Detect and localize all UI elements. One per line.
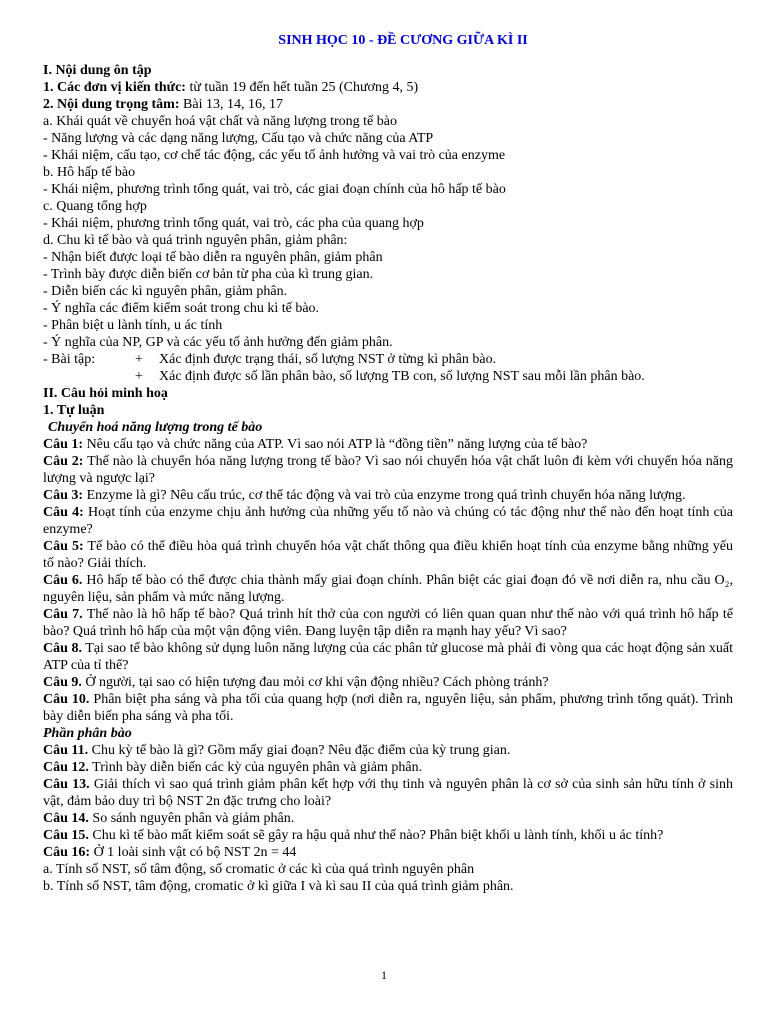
document-page xyxy=(43,33,733,895)
units-text: từ tuần 19 đến hết tuần 25 (Chương 4, 5) xyxy=(185,80,419,95)
question xyxy=(43,640,733,674)
focus-line xyxy=(43,96,733,113)
question-label: Câu 16: xyxy=(43,845,91,860)
question-label: Câu 11. xyxy=(43,743,89,758)
exercise-row xyxy=(43,368,733,385)
question-text: Nêu cấu tạo và chức năng của ATP. Vì sao nói ATP là “đồng tiền” năng lượng của tế bào? xyxy=(83,437,588,452)
question-text: Giải thích vì sao quá trình giảm phân kết hợp với thụ tinh và nguyên phân là cơ sở của sinh sản hữu tính ở sinh vật, đảm bảo duy trì bộ NST 2n đặc trưng cho loài? xyxy=(43,777,733,809)
question-text: Ở 1 loài sinh vật có bộ NST 2n = 44 xyxy=(90,845,297,860)
question xyxy=(43,504,733,538)
section-2-heading: II. Câu hỏi minh hoạ xyxy=(43,386,168,401)
question-label: Câu 5: xyxy=(43,539,84,554)
content-line: - Trình bày được diễn biến cơ bản từ pha của kì trung gian. xyxy=(43,267,374,282)
topic-heading: Chuyển hoá năng lượng trong tế bào xyxy=(48,420,263,435)
question-label: Câu 2: xyxy=(43,454,84,469)
content-line: d. Chu kì tế bào và quá trình nguyên phân, giảm phân: xyxy=(43,233,348,248)
question xyxy=(43,844,733,861)
question-label: Câu 14. xyxy=(43,811,89,826)
question-text: Hoạt tính của enzyme chịu ảnh hưởng của những yếu tố nào và chúng có tác động như thế nào đến hoạt tính của enzyme? xyxy=(43,505,733,537)
question-text: Thế nào là chuyển hóa năng lượng trong tế bào? Vì sao nói chuyển hóa vật chất luôn đi kèm với chuyển hóa năng lượng và ngược lại? xyxy=(43,454,734,486)
question-text: Hô hấp tế bào có thể được chia thành mấy giai đoạn chính. Phân biệt các giai đoạn đó về nơi diễn ra, nhu cầu O₂, nguyên liệu, sản phẩm và mức năng lượng. xyxy=(43,573,733,605)
plus-bullet: + xyxy=(135,352,143,367)
question-label: Câu 13. xyxy=(43,777,90,792)
question xyxy=(43,436,733,453)
section-1-heading: I. Nội dung ôn tập xyxy=(43,63,152,78)
exercise-item: Xác định được trạng thái, số lượng NST ở từng kì phân bào. xyxy=(159,352,497,367)
question-label: Câu 4: xyxy=(43,505,84,520)
content-line: - Khái niệm, phương trình tổng quát, vai trò, các pha của quang hợp xyxy=(43,216,424,231)
question xyxy=(43,674,733,691)
question-text: So sánh nguyên phân và giảm phân. xyxy=(88,811,295,826)
document-title: SINH HỌC 10 - ĐỀ CƯƠNG GIỮA KÌ II xyxy=(278,33,528,48)
question-label: Câu 10. xyxy=(43,692,90,707)
content-line: a. Khái quát về chuyển hoá vật chất và năng lượng trong tế bào xyxy=(43,114,397,129)
question-label: Câu 9. xyxy=(43,675,82,690)
question xyxy=(43,572,733,606)
question-text: Tế bào có thể điều hòa quá trình chuyển hóa vật chất thông qua điều khiển hoạt tính của enzyme bằng những yếu tố nào? Giải thích. xyxy=(43,539,733,571)
question xyxy=(43,487,733,504)
question xyxy=(43,742,733,759)
question xyxy=(43,810,733,827)
question-text: Trình bày diễn biến các kỳ của nguyên phân và giảm phân. xyxy=(88,760,423,775)
content-line: - Khái niệm, cấu tạo, cơ chế tác động, các yếu tố ảnh hưởng và vai trò của enzyme xyxy=(43,148,506,163)
question xyxy=(43,538,733,572)
essay-heading: 1. Tự luận xyxy=(43,403,105,418)
topic-heading: Phần phân bào xyxy=(43,726,132,741)
page-number: 1 xyxy=(381,968,387,982)
question-label: Câu 7. xyxy=(43,607,83,622)
plus-bullet: + xyxy=(135,369,143,384)
exercise-item: Xác định được số lần phân bào, số lượng TB con, số lượng NST sau mỗi lần phân bào. xyxy=(159,369,645,384)
question xyxy=(43,759,733,776)
question xyxy=(43,453,733,487)
content-line: c. Quang tổng hợp xyxy=(43,199,147,214)
content-line: - Diễn biến các kì nguyên phân, giảm phân. xyxy=(43,284,288,299)
content-line: - Ý nghĩa của NP, GP và các yếu tố ảnh hưởng đến giảm phân. xyxy=(43,335,393,350)
question-label: Câu 15. xyxy=(43,828,89,843)
question-label: Câu 1: xyxy=(43,437,84,452)
content-line: b. Hô hấp tế bào xyxy=(43,165,136,180)
question xyxy=(43,606,733,640)
question-text: Tại sao tế bào không sử dụng luôn năng lượng của các phân tử glucose mà phải đi vòng qua các hoạt động sản xuất ATP của tỉ thể? xyxy=(43,641,733,673)
question-text: Phân biệt pha sáng và pha tối của quang hợp (nơi diễn ra, nguyên liệu, sản phẩm, phương trình tổng quát). Trình bày diễn biến pha sáng và pha tối. xyxy=(43,692,733,724)
question-16-part-b: b. Tính số NST, tâm động, cromatic ở kì giữa I và kì sau II của quá trình giảm phân. xyxy=(43,879,514,894)
question xyxy=(43,827,733,844)
focus-text: Bài 13, 14, 16, 17 xyxy=(179,97,283,112)
question-text: Chu kì tế bào mất kiểm soát sẽ gây ra hậu quả như thế nào? Phân biệt khối u lành tính, khối u ác tính? xyxy=(88,828,664,843)
content-line: - Năng lượng và các dạng năng lượng, Cấu tạo và chức năng của ATP xyxy=(43,131,434,146)
content-line: - Ý nghĩa các điểm kiểm soát trong chu kì tế bào. xyxy=(43,301,320,316)
question xyxy=(43,776,733,810)
question-label: Câu 12. xyxy=(43,760,89,775)
question-label: Câu 6. xyxy=(43,573,83,588)
content-line: - Nhận biết được loại tế bào diễn ra nguyên phân, giảm phân xyxy=(43,250,383,265)
question xyxy=(43,691,733,725)
exercise-row xyxy=(43,351,733,368)
question-text: Chu kỳ tế bào là gì? Gồm mấy giai đoạn? Nêu đặc điểm của kỳ trung gian. xyxy=(88,743,511,758)
units-line xyxy=(43,79,733,96)
question-text: Enzyme là gì? Nêu cấu trúc, cơ thể tác động và vai trò của enzyme trong quá trình chuyển hóa năng lượng. xyxy=(83,488,686,503)
question-text: Thế nào là hô hấp tế bào? Quá trình hít thở của con người có liên quan quan như thế nào với quá trình hô hấp tế bào? Quá trình hô hấp của một vận động viên. Đang luyện tập diễn ra mạnh hay yếu? Vì sao? xyxy=(43,607,733,639)
question-16-part-a: a. Tính số NST, số tâm động, số cromatic ở các kì của quá trình nguyên phân xyxy=(43,862,475,877)
units-label: 1. Các đơn vị kiến thức: xyxy=(43,80,186,95)
question-label: Câu 3: xyxy=(43,488,84,503)
focus-label: 2. Nội dung trọng tâm: xyxy=(43,97,180,112)
content-line: - Phân biệt u lành tính, u ác tính xyxy=(43,318,223,333)
question-text: Ở người, tại sao có hiện tượng đau mỏi cơ khi vận động nhiều? Cách phòng tránh? xyxy=(81,675,549,690)
question-label: Câu 8. xyxy=(43,641,82,656)
content-line: - Khái niệm, phương trình tổng quát, vai trò, các giai đoạn chính của hô hấp tế bào xyxy=(43,182,506,197)
exercise-label: - Bài tập: xyxy=(43,352,96,367)
